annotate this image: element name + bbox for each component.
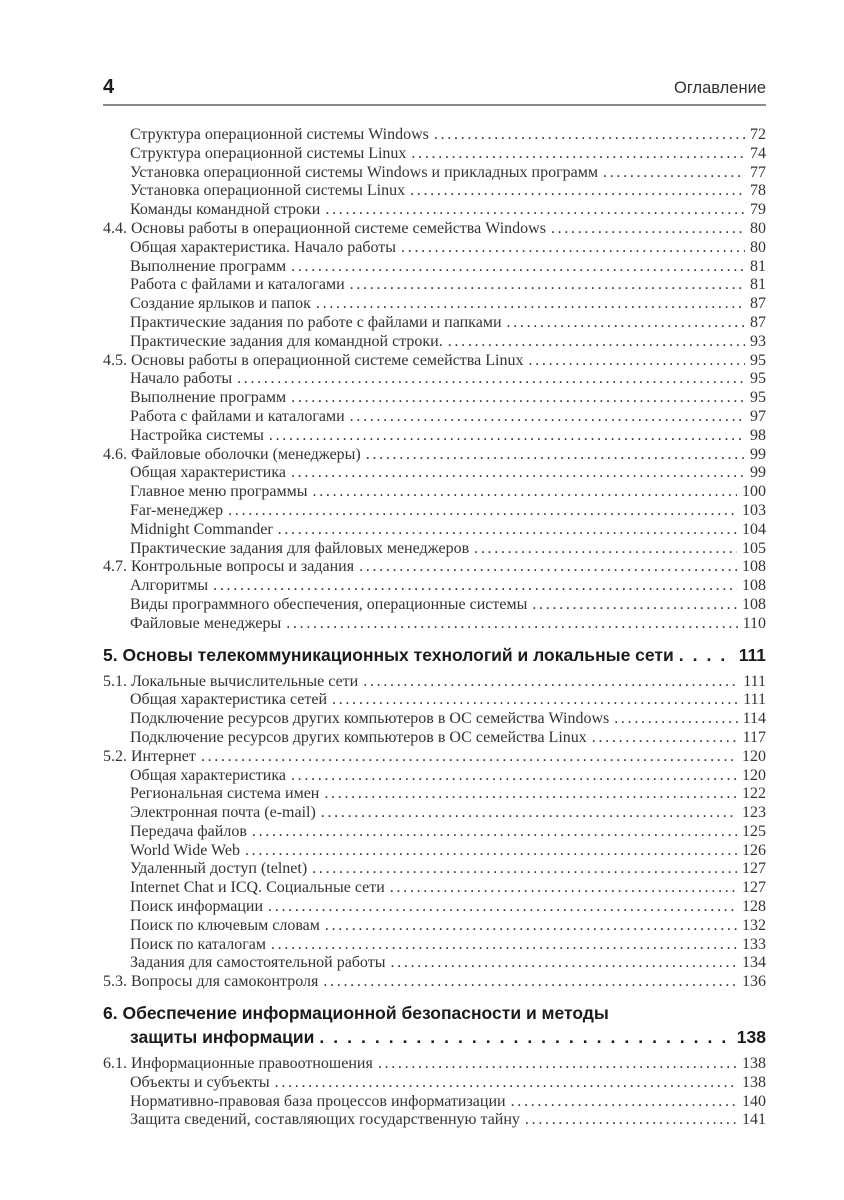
toc-entry-page: 95 [750, 389, 766, 407]
toc-entry-label: Защита сведений, составляющих государственную тайну [130, 1111, 520, 1129]
dot-leader [316, 295, 745, 314]
dot-leader [325, 917, 737, 936]
toc-entry-label: Поиск по ключевым словам [130, 916, 320, 934]
toc-entry-label: Главное меню программы [130, 483, 308, 501]
toc-entry [103, 767, 766, 786]
toc-entry [103, 239, 766, 258]
toc-entry-label: 5.1. Локальные вычислительные сети [103, 672, 359, 690]
dot-leader [237, 370, 745, 389]
toc-entry [103, 842, 766, 861]
toc-entry-page: 87 [750, 295, 766, 313]
toc-entry-label: Выполнение программ [130, 389, 287, 407]
toc-entry-label: Структура операционной системы Windows [130, 126, 429, 143]
toc-entry [103, 1055, 766, 1074]
dot-leader [592, 729, 738, 748]
dot-leader [551, 220, 745, 239]
toc-entry-label: Передача файлов [130, 822, 247, 840]
toc-entry [103, 1025, 766, 1049]
dot-leader [679, 643, 734, 667]
toc-entry-label: Алгоритмы [130, 577, 209, 595]
toc-entry-page: 126 [742, 841, 766, 859]
toc-entry [103, 1111, 766, 1130]
toc-entry [103, 804, 766, 823]
toc-entry-label: Нормативно-правовая база процессов информатизации [130, 1092, 506, 1110]
toc-entry-label: Работа с файлами и каталогами [130, 276, 345, 294]
dot-leader [269, 427, 745, 446]
toc-entry-page: 95 [750, 351, 766, 369]
toc-entry-page: 114 [742, 710, 766, 728]
toc-entry [103, 352, 766, 371]
toc-entry [103, 785, 766, 804]
toc-entry-label: Создание ярлыков и папок [130, 295, 311, 313]
dot-leader [474, 540, 737, 559]
toc-entry-label: Установка операционной системы Linux [130, 182, 406, 200]
toc-entry-label: Общая характеристика. Начало работы [130, 238, 397, 256]
dot-leader [323, 973, 737, 992]
toc-entry [103, 615, 766, 634]
toc-entry [103, 729, 766, 748]
toc-entry [103, 370, 766, 389]
toc-entry-page: 97 [750, 407, 766, 425]
toc-entry [103, 126, 766, 145]
dot-leader [313, 483, 737, 502]
toc-entry-page: 72 [750, 126, 766, 143]
toc-entry-page: 81 [750, 276, 766, 294]
toc-entry-label: 5.3. Вопросы для самоконтроля [103, 973, 319, 991]
toc-entry [103, 879, 766, 898]
toc-entry [103, 276, 766, 295]
dot-leader [528, 352, 745, 371]
toc-entry [103, 673, 766, 692]
dot-leader [278, 521, 737, 540]
toc-entry-page: 93 [750, 332, 766, 350]
toc-entry [103, 408, 766, 427]
toc-entry [103, 748, 766, 767]
dot-leader [363, 673, 738, 692]
dot-leader [350, 276, 745, 295]
dot-leader [359, 558, 737, 577]
toc-entry-label: Практические задания для командной строки. [130, 332, 443, 350]
toc-entry-page: 125 [742, 822, 766, 840]
toc-entry-label: Общая характеристика [130, 464, 286, 482]
toc-entry-page: 111 [738, 644, 766, 665]
page-header [103, 76, 766, 99]
toc-entry [103, 258, 766, 277]
dot-leader [378, 1055, 737, 1074]
toc-entry [103, 823, 766, 842]
toc-entry [103, 427, 766, 446]
toc-entry [103, 558, 766, 577]
toc-entry [103, 201, 766, 220]
toc-entry [103, 483, 766, 502]
toc-entry-label: Региональная система имен [130, 785, 320, 803]
dot-leader [325, 201, 745, 220]
toc-entry [103, 691, 766, 710]
toc-entry-label: 4.5. Основы работы в операционной системе семейства Linux [103, 351, 524, 369]
toc-entry [103, 936, 766, 955]
dot-leader [286, 615, 737, 634]
dot-leader [434, 126, 745, 145]
toc-entry-label: Установка операционной системы Windows и прикладных программ [130, 163, 599, 181]
dot-leader [324, 785, 737, 804]
page-number: 4 [103, 76, 115, 98]
toc-entry [103, 314, 766, 333]
toc-entry-label: 5. Основы телекоммуникационных технологий и локальные сети [103, 644, 674, 665]
toc-entry-page: 103 [742, 501, 766, 519]
toc-entry-page: 80 [750, 219, 766, 237]
toc-entry-page: 77 [750, 163, 766, 181]
toc-entry-page: 74 [750, 144, 766, 162]
toc-entry-label: защиты информации [130, 1027, 315, 1048]
toc-entry-label: Виды программного обеспечения, операционные системы [130, 595, 528, 613]
toc-entry-page: 108 [742, 595, 766, 613]
toc-entry-page: 128 [742, 898, 766, 916]
toc-entry-label: Поиск информации [130, 898, 264, 916]
toc-entry-label: Файловые менеджеры [130, 614, 282, 632]
toc-entry [103, 521, 766, 540]
toc-entry-label: 5.2. Интернет [103, 747, 196, 765]
toc-entry-page: 140 [742, 1092, 766, 1110]
toc-entry [103, 446, 766, 465]
toc-entry-page: 100 [742, 483, 766, 501]
toc-entry-page: 117 [742, 728, 766, 746]
toc-entry [103, 898, 766, 917]
toc-entry [103, 596, 766, 615]
dot-leader [525, 1111, 737, 1130]
toc-entry-page: 122 [742, 785, 766, 803]
toc-entry-label: Работа с файлами и каталогами [130, 407, 345, 425]
toc-entry-label: 4.4. Основы работы в операционной системе семейства Windows [103, 219, 546, 237]
toc-entry-page: 111 [743, 672, 766, 690]
running-head-title: Оглавление [674, 79, 766, 97]
dot-leader [350, 408, 745, 427]
toc-entry [103, 973, 766, 992]
toc-entry [103, 220, 766, 239]
toc-entry-page: 108 [742, 577, 766, 595]
toc-entry-label: Начало работы [130, 370, 233, 388]
toc-entry [103, 464, 766, 483]
toc-entry-label: Far-менеджер [130, 501, 224, 519]
toc-entry-page: 120 [742, 747, 766, 765]
toc-entry [103, 860, 766, 879]
toc-entry-page: 138 [736, 1027, 766, 1048]
toc-entry-label: Настройка системы [130, 426, 264, 444]
toc-entry-label: Практические задания для файловых менеджеров [130, 539, 470, 557]
toc-entry [103, 164, 766, 183]
toc-entry-label: Общая характеристика сетей [130, 691, 328, 709]
toc-entry-page: 127 [742, 860, 766, 878]
dot-leader [401, 239, 745, 258]
toc-entry-label: 4.7. Контрольные вопросы и задания [103, 558, 355, 576]
toc-entry [103, 577, 766, 596]
toc-entry-page: 87 [750, 313, 766, 331]
toc-entry-page: 104 [742, 520, 766, 538]
toc-entry-label: Команды командной строки [130, 201, 321, 219]
dot-leader [275, 1074, 737, 1093]
toc-entry-page: 141 [742, 1111, 766, 1129]
dot-leader [614, 710, 737, 729]
toc-entry [103, 389, 766, 408]
toc-entry [103, 1001, 766, 1025]
dot-leader [332, 691, 738, 710]
dot-leader [201, 748, 737, 767]
toc-entry [103, 954, 766, 973]
header-rule [103, 104, 766, 106]
toc-entry-label: Удаленный доступ (telnet) [130, 860, 308, 878]
toc-entry [103, 502, 766, 521]
dot-leader [319, 1025, 731, 1049]
dot-leader [532, 596, 737, 615]
dot-leader [390, 879, 737, 898]
toc-entry-label: Выполнение программ [130, 257, 287, 275]
dot-leader [321, 804, 737, 823]
dot-leader [312, 860, 737, 879]
toc-entry [103, 295, 766, 314]
toc-entry-page: 133 [742, 935, 766, 953]
dot-leader [271, 936, 737, 955]
dot-leader [291, 464, 745, 483]
toc-entry [103, 643, 766, 667]
dot-leader [291, 258, 745, 277]
toc-entry-page: 138 [742, 1073, 766, 1091]
toc-entry-page: 108 [742, 558, 766, 576]
dot-leader [245, 842, 737, 861]
toc-entry-page: 105 [742, 539, 766, 557]
dot-leader [268, 898, 737, 917]
toc-entry-page: 138 [742, 1055, 766, 1073]
dot-leader [410, 182, 745, 201]
toc-entry [103, 333, 766, 352]
toc-entry-page: 99 [750, 464, 766, 482]
dot-leader [511, 1093, 737, 1112]
dot-leader [448, 333, 745, 352]
toc-entry-label: Объекты и субъекты [130, 1073, 270, 1091]
toc-entry-label: Задания для самостоятельной работы [130, 954, 386, 972]
table-of-contents [103, 126, 766, 1130]
dot-leader [213, 577, 737, 596]
toc-entry [103, 145, 766, 164]
dot-leader [228, 502, 737, 521]
toc-entry [103, 540, 766, 559]
toc-entry-label: 6.1. Информационные правоотношения [103, 1055, 373, 1073]
toc-entry-page: 120 [742, 766, 766, 784]
toc-entry-page: 110 [742, 614, 766, 632]
dot-leader [390, 954, 737, 973]
toc-entry-page: 81 [750, 257, 766, 275]
toc-entry-label: Общая характеристика [130, 766, 286, 784]
dot-leader [291, 767, 737, 786]
dot-leader [366, 446, 745, 465]
toc-entry-page: 99 [750, 445, 766, 463]
toc-entry-label: Структура операционной системы Linux [130, 144, 407, 162]
toc-entry [103, 917, 766, 936]
toc-entry-page: 136 [742, 973, 766, 991]
toc-entry-label: World Wide Web [130, 841, 240, 859]
toc-entry [103, 1074, 766, 1093]
dot-leader [252, 823, 737, 842]
dot-leader [291, 389, 745, 408]
toc-entry-page: 80 [750, 238, 766, 256]
toc-entry-page: 79 [750, 201, 766, 219]
toc-entry-label: Internet Chat и ICQ. Социальные сети [130, 879, 385, 897]
toc-entry-page: 132 [742, 916, 766, 934]
toc-entry-page: 78 [750, 182, 766, 200]
toc-entry-page: 123 [742, 804, 766, 822]
dot-leader [507, 314, 746, 333]
toc-entry-page: 98 [750, 426, 766, 444]
toc-entry-label: 4.6. Файловые оболочки (менеджеры) [103, 445, 361, 463]
toc-entry-label: Поиск по каталогам [130, 935, 266, 953]
toc-entry [103, 1093, 766, 1112]
toc-entry-label: 6. Обеспечение информационной безопасности и методы [103, 1003, 609, 1024]
toc-entry-page: 127 [742, 879, 766, 897]
toc-entry-label: Подключение ресурсов других компьютеров в ОС семейства Windows [130, 710, 610, 728]
toc-entry-label: Практические задания по работе с файлами и папками [130, 313, 502, 331]
dot-leader [603, 164, 745, 183]
toc-entry [103, 182, 766, 201]
toc-entry-label: Midnight Commander [130, 520, 273, 538]
toc-entry-page: 95 [750, 370, 766, 388]
toc-entry [103, 710, 766, 729]
toc-entry-page: 111 [743, 691, 766, 709]
toc-entry-label: Подключение ресурсов других компьютеров в ОС семейства Linux [130, 728, 587, 746]
dot-leader [411, 145, 745, 164]
toc-entry-label: Электронная почта (e-mail) [130, 804, 316, 822]
toc-entry-page: 134 [742, 954, 766, 972]
